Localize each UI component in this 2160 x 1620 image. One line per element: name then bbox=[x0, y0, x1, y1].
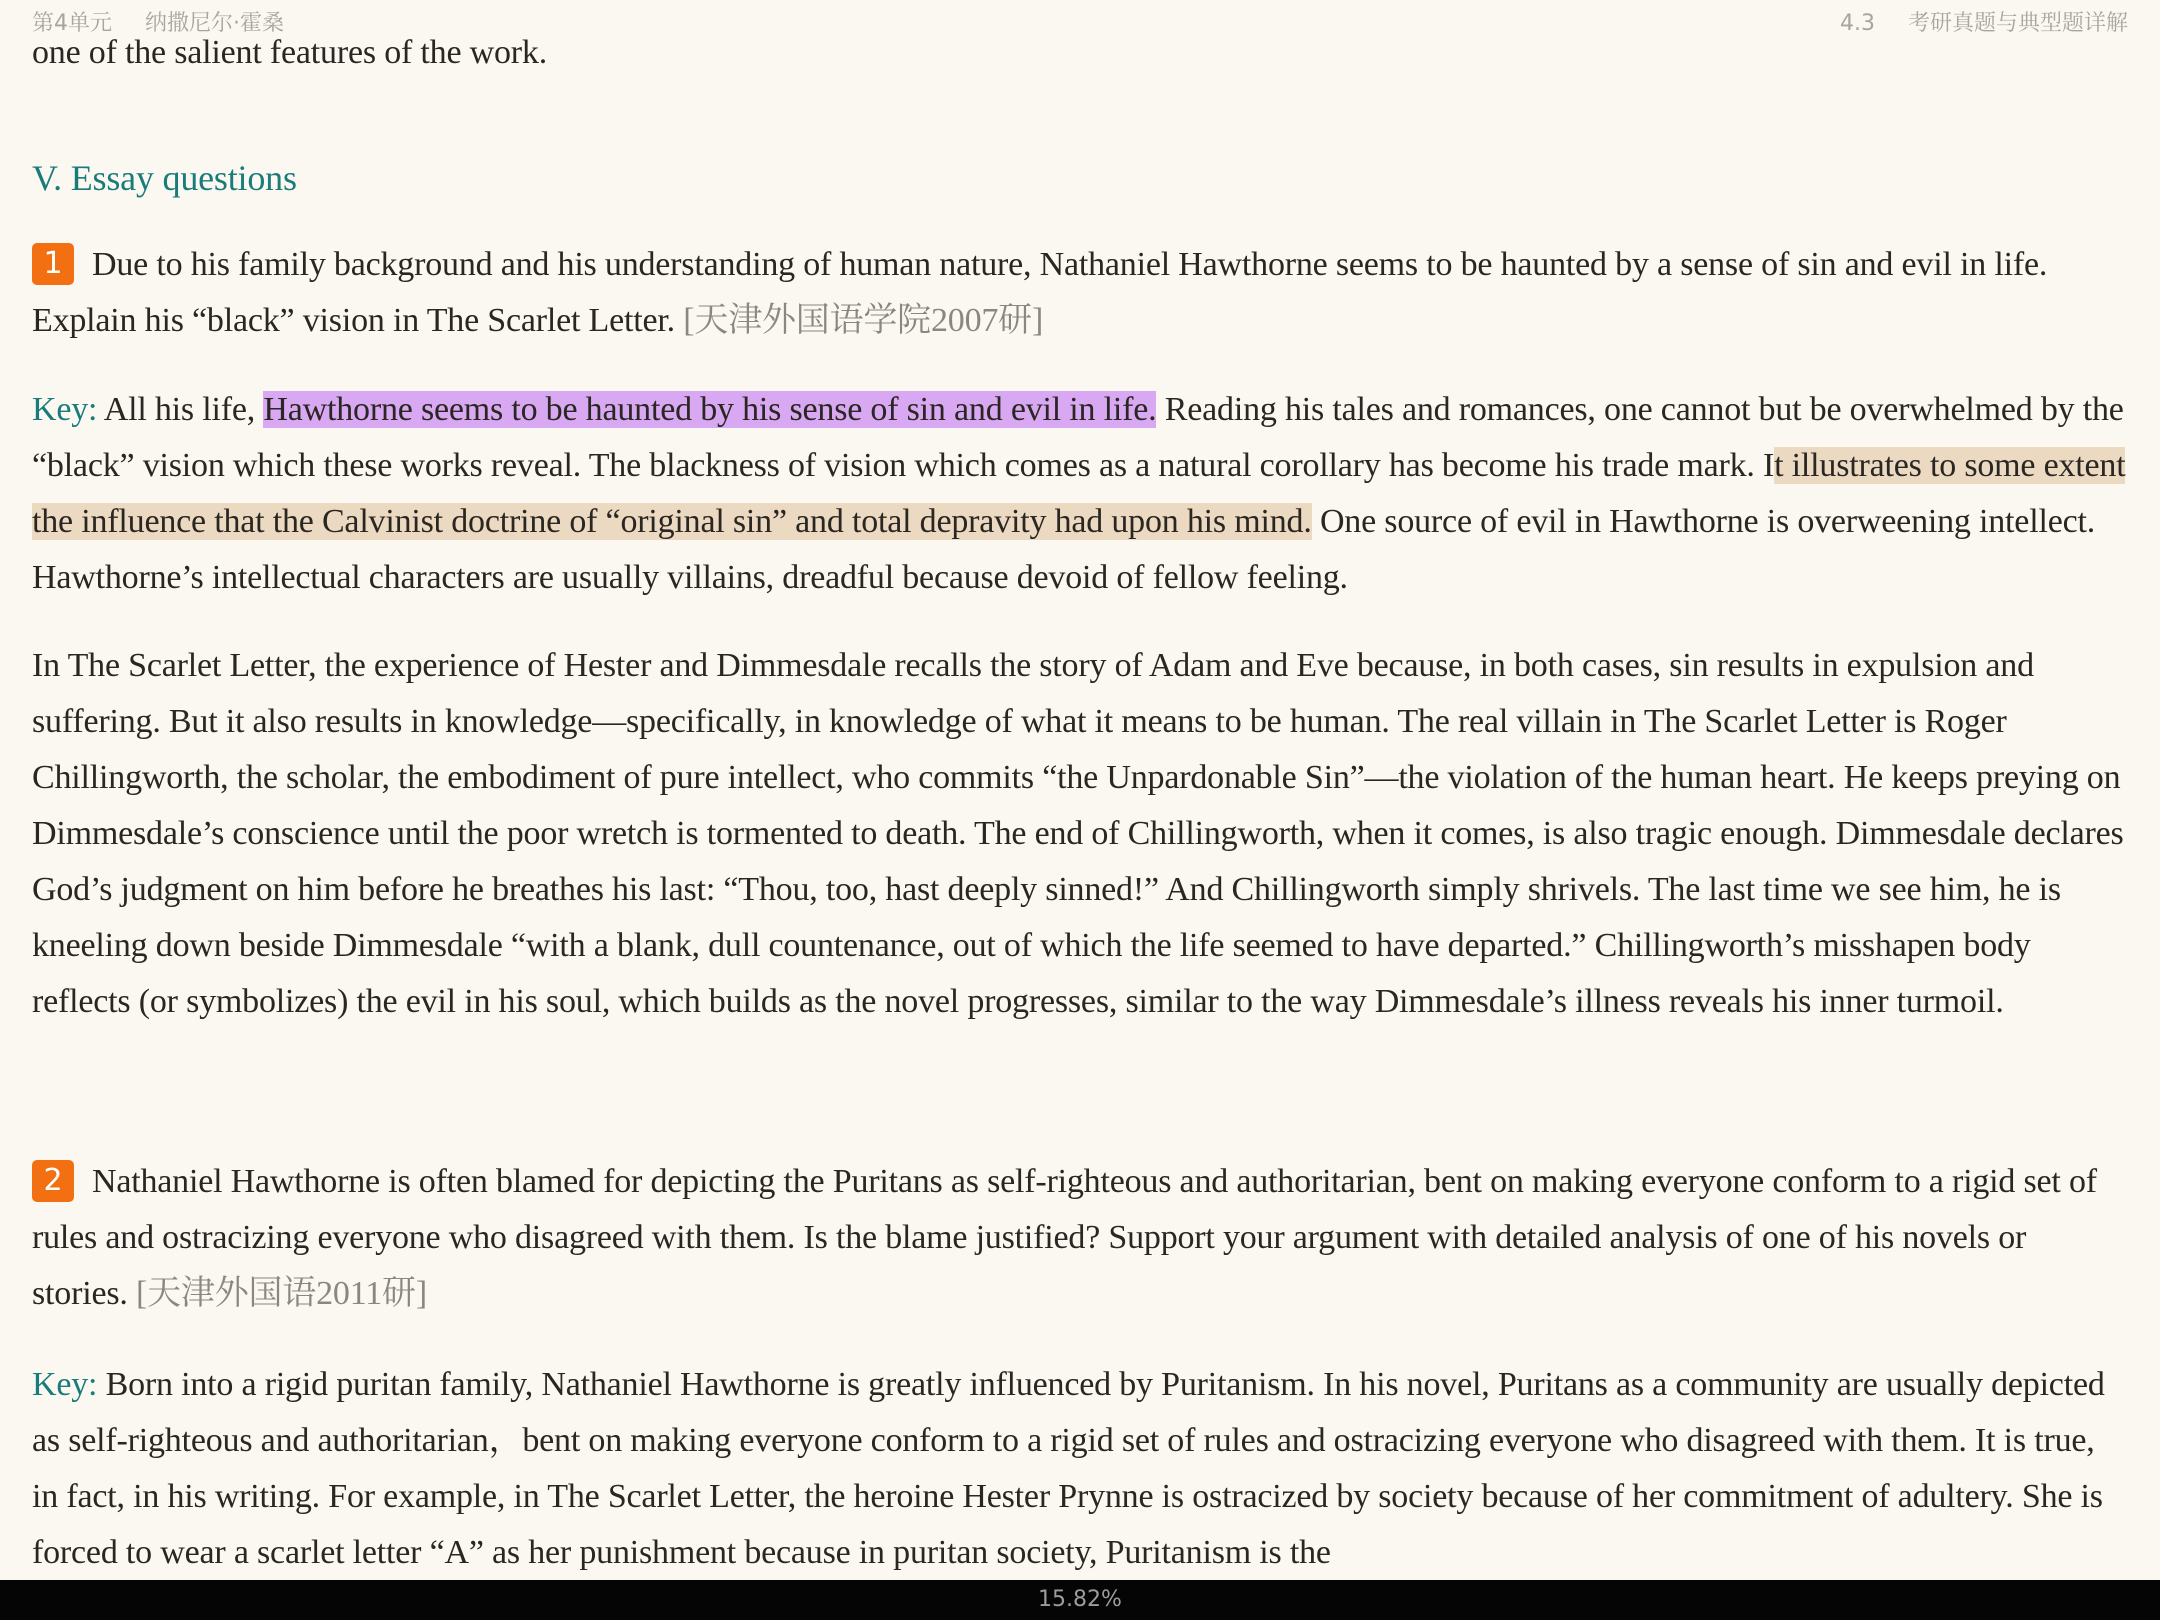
question-text: Nathaniel Hawthorne is often blamed for depicting the Puritans as self-righteous and authoritarian, bent on making everyone conform to a rigid set of rules and ostracizing everyone who disagreed with them. Is the blame justified? Support your argument with detailed analysis of one of his novels or stories. bbox=[32, 1163, 2097, 1312]
answer-2[interactable] bbox=[32, 1357, 2128, 1581]
question-number-badge: 1 bbox=[32, 243, 74, 285]
unit-label: 第4单元 bbox=[32, 11, 112, 36]
key-label: Key: bbox=[32, 1366, 98, 1403]
section-title: 考研真题与典型题详解 bbox=[1907, 11, 2128, 36]
answer-1[interactable] bbox=[32, 382, 2128, 606]
key-label: Key: bbox=[32, 391, 98, 428]
question-source: [天津外国语2011研] bbox=[135, 1275, 427, 1312]
answer-text: Born into a rigid puritan family, Nathaniel Hawthorne is greatly influenced by Puritanism. In his novel, Puritans as a community are usually depicted as self-righteous and authoritarian，bent on making everyone conform to a rigid set of rules and ostracizing everyone who disagreed with them. It is true, in fact, in his writing. For example, in The Scarlet Letter, the heroine Hester Prynne is ostracized by society because of her commitment of adultery. She is forced to wear a scarlet letter “A” as her punishment because in puritan society, Puritanism is the bbox=[32, 1366, 2105, 1571]
question-source: [天津外国语学院2007研] bbox=[683, 302, 1044, 339]
section-heading: V. Essay questions bbox=[32, 158, 297, 198]
answer-end: One source of evil in Hawthorne is overweening intellect. Hawthorne’s intellectual characters are usually villains, dreadful because devoid of fellow feeling. bbox=[32, 503, 2096, 596]
answer-1-paragraph-2[interactable] bbox=[32, 638, 2128, 1030]
question-1[interactable] bbox=[32, 237, 2128, 349]
question-text: Due to his family background and his understanding of human nature, Nathaniel Hawthorne seems to be haunted by a sense of sin and evil in life. Explain his “black” vision in The Scarlet Letter. bbox=[32, 246, 2048, 339]
question-prompt[interactable] bbox=[32, 237, 2128, 349]
beige-highlight[interactable]: t illustrates to some extent the influence that the Calvinist doctrine of “original sin” and total depravity had upon his mind. bbox=[32, 447, 2126, 540]
question-prompt[interactable] bbox=[32, 1154, 2128, 1322]
reading-progress-text: 15.82% bbox=[1038, 1587, 1122, 1612]
answer-intro: All his life, bbox=[103, 391, 256, 428]
answer-paragraph[interactable] bbox=[32, 1357, 2128, 1581]
reading-progress-bar bbox=[0, 1580, 2160, 1620]
section-number: 4.3 bbox=[1839, 11, 1875, 36]
purple-highlight[interactable]: Hawthorne seems to be haunted by his sense of sin and evil in life. bbox=[263, 391, 1157, 428]
question-number-badge: 2 bbox=[32, 1160, 74, 1202]
answer-paragraph-2: In The Scarlet Letter, the experience of Hester and Dimmesdale recalls the story of Adam and Eve because, in both cases, sin results in expulsion and suffering. But it also results in knowledge—specifically, in knowledge of what it means to be human. The real villain in The Scarlet Letter is Roger Chillingworth, the scholar, the embodiment of pure intellect, who commits “the Unpardonable Sin”—the violation of the human heart. He keeps preying on Dimmesdale’s conscience until the poor wretch is tormented to death. The end of Chillingworth, when it comes, is also tragic enough. Dimmesdale declares God’s judgment on him before he breathes his last: “Thou, too, hast deeply sinned!” And Chillingworth simply shrivels. The last time we see him, he is kneeling down beside Dimmesdale “with a blank, dull countenance, out of which the life seemed to have departed.” Chillingworth’s misshapen body reflects (or symbolizes) the evil in his soul, which builds as the novel progresses, similar to the way Dimmesdale’s illness reveals his inner turmoil. bbox=[32, 647, 2124, 1020]
question-2[interactable] bbox=[32, 1154, 2128, 1322]
answer-paragraph[interactable] bbox=[32, 382, 2128, 606]
running-head-right bbox=[1840, 6, 2128, 37]
carryover-text: one of the salient features of the work. bbox=[32, 34, 548, 71]
author-label: 纳撒尼尔·霍桑 bbox=[145, 11, 284, 36]
answer-mid: Reading his tales and romances, one cannot but be overwhelmed by the “black” vision which these works reveal. The blackness of vision which comes as a natural corollary has become his trade mark. I bbox=[32, 391, 2124, 484]
